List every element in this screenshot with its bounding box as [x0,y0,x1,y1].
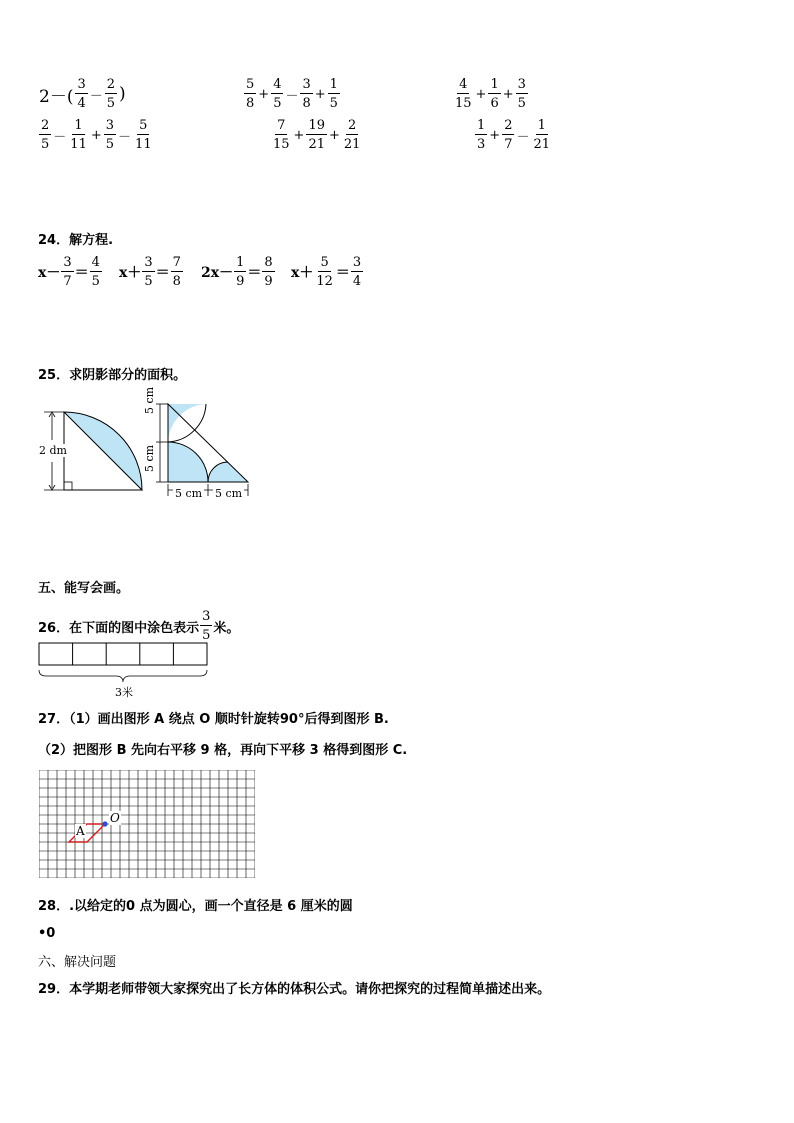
fraction: $\frac{1}{3}$ [477,118,486,152]
label-5cm-top: 5 cm [143,386,156,414]
question-25-title: 25．求阴影部分的面积。 [38,368,187,383]
center-point-0: •0 [38,926,56,941]
equation-2: x＋ $\frac{3}{5}$ ＝ $\frac{7}{8}$ [119,255,181,289]
fraction: $\frac{1}{5}$ [329,77,338,111]
label-5cm-left: 5 cm [143,444,156,472]
grid-lines [39,770,255,878]
calc-expr-2-3 [474,119,553,151]
question-27-part1: 27．（1）画出图形 A 绕点 O 顺时针旋转90°后得到图形 B. [38,712,389,727]
expr-suffix: ) [119,84,126,104]
operator: + [475,86,487,102]
calc-expr-2-2 [270,119,363,151]
point-o-label: O [110,811,120,825]
fraction: $\frac{5}{11}$ [135,118,152,152]
question-24-title: 24．解方程. [38,233,114,248]
bar-length-label: 3米 [115,686,133,699]
figure-triangle [156,404,248,496]
operator: － [118,129,132,145]
operator: － [516,129,530,145]
label-5cm-bottom-left: 5 cm [175,487,203,500]
section-5-title: 五、能写会画。 [38,581,130,596]
fraction: $\frac{19}{21}$ [308,118,325,152]
label-5cm-bottom-right: 5 cm [215,487,243,500]
operator: + [258,86,270,102]
q27-grid [39,770,255,878]
equation-4: x＋ $\frac{5}{12}$ ＝ $\frac{3}{4}$ [291,255,362,289]
fraction: $\frac{2}{5}$ [41,118,50,152]
fraction: $\frac{1}{21}$ [533,118,551,152]
operator: － [285,88,299,104]
fraction: $\frac{3}{4}$ [77,77,86,111]
fraction: $\frac{4}{15}$ [455,77,472,111]
fraction: $\frac{3}{5}$ [105,118,115,152]
fraction: $\frac{3}{5}$ [517,77,526,111]
operator: + [329,127,340,143]
fraction: $\frac{2}{21}$ [343,118,361,152]
question-26: 26．在下面的图中涂色表示 $\frac{3}{5}$ 米。 [38,609,240,643]
point-o [102,821,107,826]
section-6-title: 六、解决问题 [38,955,117,970]
equation-1: x－ $\frac{3}{7}$ ＝ $\frac{4}{5}$ [38,255,100,289]
calc-expr-2-1 [38,119,155,151]
fraction: $\frac{4}{5}$ [273,77,282,111]
label-2dm: 2 dm [39,444,67,457]
fraction: $\frac{1}{6}$ [490,77,499,111]
operator: + [293,127,305,143]
operator: － [53,129,67,145]
question-29: 29．本学期老师带领大家探究出了长方体的体积公式。请你把探究的过程简单描述出来。 [38,982,551,997]
calc-expr-1-1 [38,78,127,110]
operator: + [502,86,514,102]
expr-prefix: 2－( [39,86,74,107]
question-28: 28．.以给定的0 点为圆心，画一个直径是 6 厘米的圆 [38,899,353,914]
operator: － [89,88,103,104]
fraction: $\frac{2}{7}$ [504,118,513,152]
fraction: $\frac{1}{11}$ [70,118,87,152]
fraction: $\frac{7}{15}$ [273,118,290,152]
operator: + [489,127,501,143]
fraction: $\frac{5}{8}$ [246,77,255,111]
fraction: $\frac{2}{5}$ [106,77,116,111]
shape-a-label: A [76,824,85,838]
equation-3: 2x－ $\frac{1}{9}$ ＝ $\frac{8}{9}$ [201,255,273,289]
operator: + [90,127,102,143]
calc-expr-1-2 [243,78,341,110]
question-27-part2: （2）把图形 B 先向右平移 9 格，再向下平移 3 格得到图形 C. [38,743,408,758]
calc-expr-1-3 [452,78,529,110]
fraction: $\frac{3}{8}$ [302,77,311,111]
operator: + [314,86,326,102]
